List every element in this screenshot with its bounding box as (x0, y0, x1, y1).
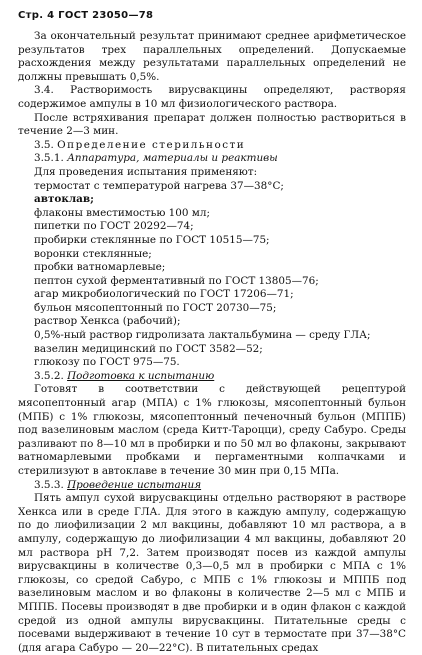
list-item: пробки ватномарлевые; (34, 261, 166, 274)
list-item: пептон сухой ферментативный по ГОСТ 13805—76; (34, 274, 319, 287)
list-item: вазелин медицинский по ГОСТ 3582—52; (34, 342, 263, 355)
section-3-5-3-text: Пять ампул сухой вирусвакцины отдельно растворяют в растворе Хенкса или в среде ГЛА. Для этого в каждую ампулу, содержащую по до лиофилизации 2 мл вакцины, добавляют 10 мл раствора, а в ампулу, содержащую до лиофилизации 4 мл вакцины, добавляют 20 мл раствора рН 7,2. Затем производят посев из каждой ампулы вирусвакцины в количестве 0,3—0,5 мл в пробирки с МПА с 1% глюкозы, со средой Сабуро, с МПБ с 1% глюкозы и МППБ под вазелиновым маслом и во флаконы в количестве 2—5 мл с МПБ и МППБ. Посевы производят в две пробирки и в один флакон с каждой средой из одной ампулы вирусвакцины. Питательные среды с посевами выдерживают в течение 10 сут в термостате при 37—38°С (для агара Сабуро — 20—22°С). В питательных средах (18, 492, 406, 654)
standard-number: ГОСТ 23050—78 (58, 10, 154, 21)
section-title: Проведение испытания (67, 478, 202, 491)
list-item: автоклав; (34, 193, 94, 206)
section-3-5-3-heading (18, 479, 406, 493)
section-number: 3.5.2. (34, 369, 64, 382)
section-3-5-2-text: Готовят в соответствии с действующей рецептурой мясопептонный агар (МПА) с 1% глюкозы, мясопептонный бульон (МПБ) с 1% глюкозы, мясопептонный печеночный бульон (МППБ) под вазелиновым маслом (среда Китт-Тароцци), среду Сабуро. Среды разливают по 8—10 мл в пробирки и по 50 мл во флаконы, закрывают ватномарлевыми пробками и пергаментными колпачками и стерилизуют в автоклаве в течение 30 мин при 0,15 МПа. (18, 383, 406, 477)
list-item: пипетки по ГОСТ 20292—74; (34, 220, 194, 233)
section-3-5-heading (18, 139, 406, 153)
list-item: пробирки стеклянные по ГОСТ 10515—75; (34, 233, 270, 246)
section-title: Подготовка к испытанию (67, 369, 215, 382)
page-number: Стр. 4 (18, 10, 55, 21)
list-item: 0,5%-ный раствор гидролизата лактальбумина — среду ГЛА; (34, 329, 371, 342)
section-number: 3.5.1. (34, 152, 64, 165)
list-item: глюкозу по ГОСТ 975—75. (34, 356, 180, 369)
list-item: флаконы вместимостью 100 мл; (34, 206, 210, 219)
list-item: агар микробиологический по ГОСТ 17206—71; (34, 288, 294, 301)
section-3-5-2-heading (18, 370, 406, 384)
list-item: воронки стеклянные; (34, 247, 152, 260)
section-number: 3.5.3. (34, 478, 64, 491)
section-3-5-1-intro: Для проведения испытания применяют: (34, 165, 258, 178)
section-title: Определение стерильности (57, 138, 246, 151)
list-item: раствор Хенкса (рабочий); (34, 315, 181, 328)
section-3-5-1-heading (18, 152, 406, 166)
paragraph-result: За окончательный результат принимают среднее арифметическое результатов трех параллельных определений. Допускаемые расхождения между результатами параллельных определений не должны превышать 0,5%. (18, 30, 406, 83)
section-title: Аппаратура, материалы и реактивы (67, 152, 278, 165)
list-item: термостат с температурой нагрева 37—38°С; (34, 179, 284, 192)
equipment-list (18, 180, 406, 370)
list-item: бульон мясопептонный по ГОСТ 20730—75; (34, 301, 277, 314)
paragraph-shaking: После встряхивания препарат должен полностью раствориться в течение 2—3 мин. (18, 111, 406, 138)
section-number: 3.5. (34, 138, 54, 151)
page-header (18, 10, 153, 21)
page-body (18, 30, 406, 655)
paragraph-3-4: 3.4. Растворимость вирусвакцины определяют, растворяя содержимое ампулы в 10 мл физиологического раствора. (18, 84, 406, 110)
